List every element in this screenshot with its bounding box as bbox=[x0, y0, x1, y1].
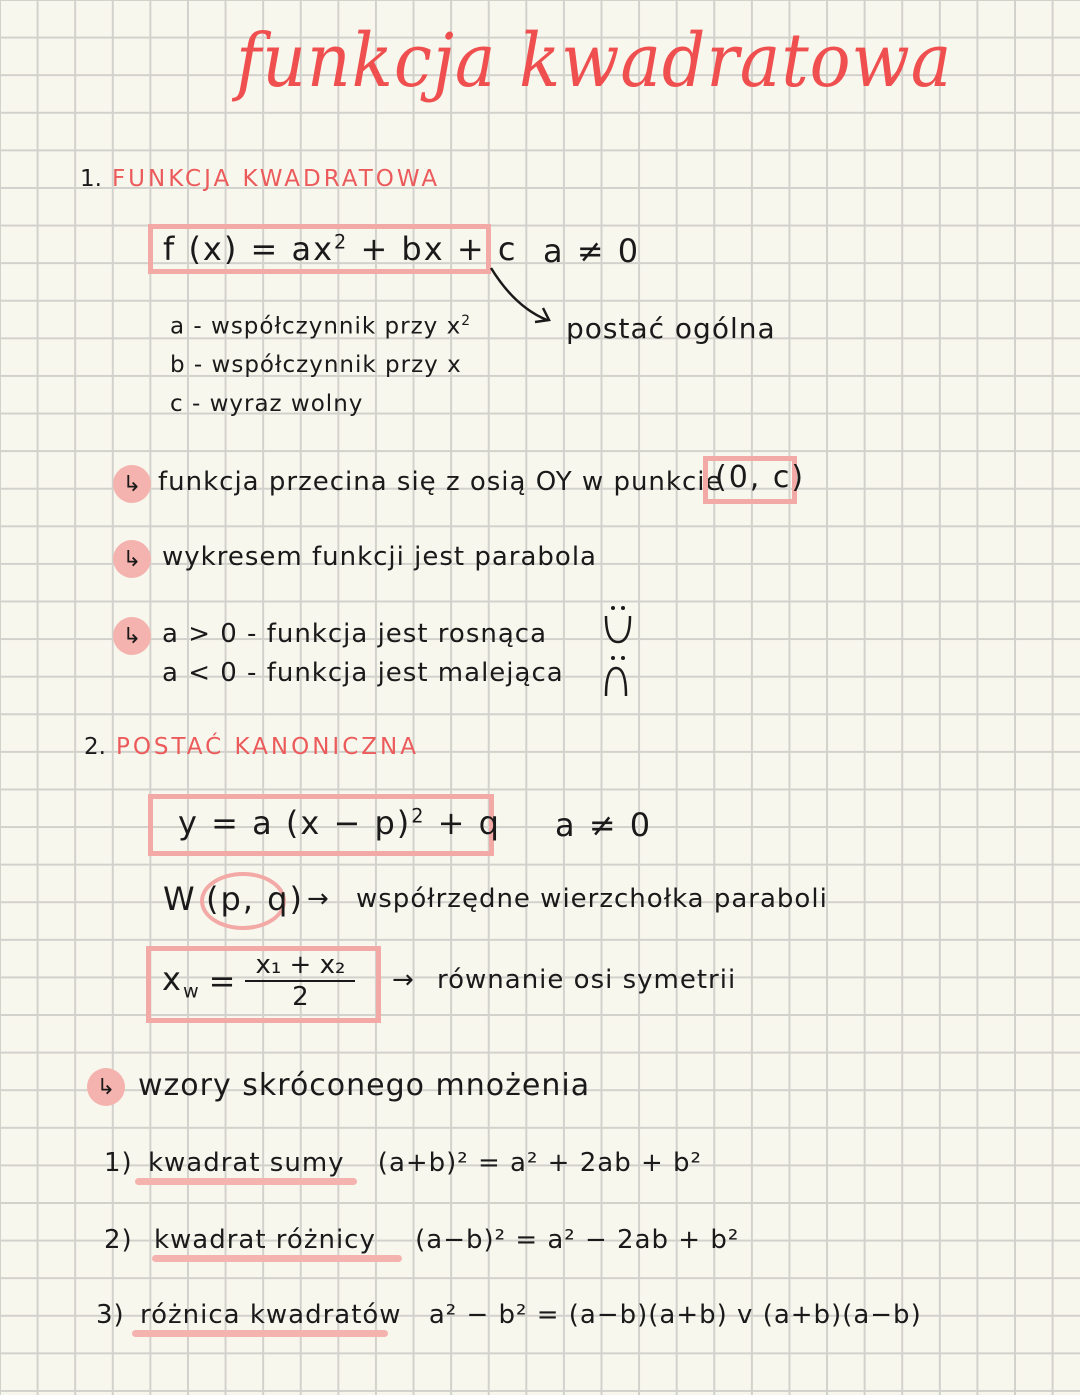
item-number: 2) bbox=[104, 1225, 133, 1255]
curved-arrow-icon bbox=[485, 262, 565, 332]
bullet-arrow-icon: ↳ bbox=[113, 465, 151, 503]
item-name: kwadrat różnicy bbox=[153, 1225, 376, 1255]
a-positive-text: a > 0 - funkcja jest rosnąca bbox=[162, 619, 548, 649]
general-form-label: postać ogólna bbox=[566, 312, 776, 345]
bullet-arrow-icon: ↳ bbox=[87, 1068, 125, 1106]
section-label: FUNKCJA KWADRATOWA bbox=[111, 166, 441, 192]
formula-rhs: + bx + c bbox=[348, 230, 518, 268]
legend-exponent: 2 bbox=[461, 313, 471, 329]
formula-exponent: 2 bbox=[334, 230, 349, 254]
formula-item bbox=[96, 1300, 922, 1330]
legend-c: c - wyraz wolny bbox=[170, 391, 364, 417]
y-intercept-point: (0, c) bbox=[715, 460, 806, 495]
vertex-description: współrzędne wierzchołka paraboli bbox=[356, 884, 828, 914]
section-3-heading: wzory skróconego mnożenia bbox=[138, 1068, 591, 1103]
arrow-icon: → bbox=[307, 884, 330, 914]
fraction-numerator: x₁ + x₂ bbox=[245, 950, 355, 982]
item-number: 1) bbox=[104, 1148, 133, 1178]
formula-exponent: 2 bbox=[411, 804, 426, 828]
sad-face-icon bbox=[600, 652, 640, 700]
section-1-heading bbox=[80, 166, 440, 192]
bullet-arrow-icon: ↳ bbox=[113, 540, 151, 578]
legend-b: b - współczynnik przy x bbox=[170, 352, 462, 378]
highlight-underline bbox=[135, 1178, 357, 1185]
canonical-formula bbox=[178, 804, 501, 842]
y-intercept-text: funkcja przecina się z osią OY w punkcie bbox=[158, 467, 723, 497]
axis-subscript: w bbox=[182, 979, 201, 1003]
bullet-arrow-icon: ↳ bbox=[113, 617, 151, 655]
axis-fraction bbox=[245, 950, 355, 1012]
axis-equals: = bbox=[208, 962, 238, 1000]
item-formula: (a−b)² = a² − 2ab + b² bbox=[415, 1225, 740, 1255]
item-formula: a² − b² = (a−b)(a+b) v (a+b)(a−b) bbox=[428, 1300, 922, 1330]
section-number: 2. bbox=[84, 734, 106, 760]
item-name: różnica kwadratów bbox=[139, 1300, 402, 1330]
formula-item bbox=[104, 1148, 702, 1178]
highlight-underline bbox=[152, 1255, 402, 1262]
fraction-denominator: 2 bbox=[292, 982, 309, 1012]
legend-a bbox=[170, 313, 471, 340]
condition-a-nonzero: a ≠ 0 bbox=[543, 232, 641, 270]
axis-formula bbox=[162, 950, 355, 1012]
section-label: POSTAĆ KANONICZNA bbox=[115, 734, 419, 760]
axis-lhs bbox=[162, 960, 201, 1002]
item-formula: (a+b)² = a² + 2ab + b² bbox=[377, 1148, 702, 1178]
formula-item bbox=[104, 1225, 739, 1255]
parabola-text: wykresem funkcji jest parabola bbox=[162, 542, 597, 572]
page-title: funkcja kwadratowa bbox=[236, 18, 953, 104]
legend-text: a - współczynnik przy x bbox=[170, 313, 462, 340]
highlight-underline bbox=[132, 1330, 388, 1337]
axis-description: równanie osi symetrii bbox=[437, 965, 737, 995]
happy-face-icon bbox=[600, 602, 640, 646]
item-number: 3) bbox=[96, 1300, 125, 1330]
formula-lhs: f (x) = ax bbox=[163, 230, 335, 268]
axis-x: x bbox=[162, 959, 183, 998]
item-name: kwadrat sumy bbox=[147, 1148, 345, 1178]
vertex-coords: (p, q) bbox=[206, 880, 304, 918]
formula-lhs: y = a (x − p) bbox=[178, 804, 412, 842]
a-negative-text: a < 0 - funkcja jest malejąca bbox=[162, 658, 564, 688]
arrow-icon: → bbox=[392, 965, 415, 995]
vertex-label: W bbox=[163, 880, 197, 918]
section-2-heading bbox=[84, 734, 419, 760]
general-formula bbox=[163, 230, 517, 268]
section-number: 1. bbox=[80, 166, 102, 192]
condition-a-nonzero: a ≠ 0 bbox=[555, 806, 653, 844]
formula-rhs: + q bbox=[425, 804, 501, 842]
